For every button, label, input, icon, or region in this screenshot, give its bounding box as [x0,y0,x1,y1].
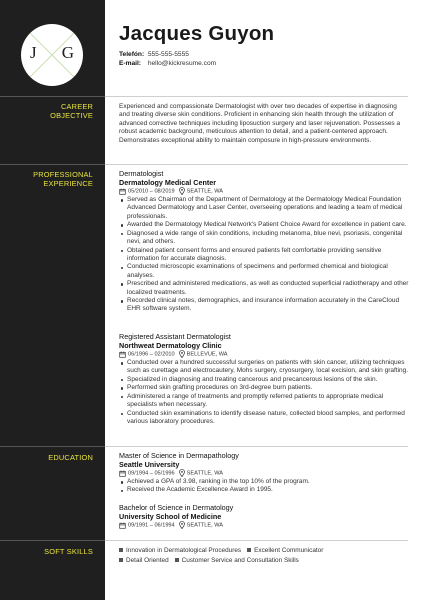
job-title: Dermatologist [119,169,164,178]
degree: Master of Science in Dermapathology [119,451,239,460]
skill-item [119,546,241,556]
candidate-name: Jacques Guyon [119,22,275,45]
list-item: Obtained patient consent forms and ensured patients felt comfortable providing sensitive information for accurate diagnosis. [119,247,411,264]
list-item: Achieved a GPA of 3.98, ranking in the top 10% of the program. [119,478,411,486]
location-pin-icon [179,469,185,477]
list-item: Served as Chairman of the Department of Dermatology at the Dermatology Medical Foundation Advanced Dermatology and Laser Center, overseeing operations and leading a team of medical professionals. [119,196,411,221]
list-item: Received the Academic Excellence Award in 1995. [119,486,411,494]
email-label: E-mail: [119,60,141,67]
skills-list [119,546,409,566]
job-dates: 06/1996 – 02/2010 [128,351,175,358]
calendar-icon [119,470,126,477]
job-bullets [119,196,411,314]
education-bullets [119,478,411,495]
skill-label: Innovation in Dermatological Procedures [126,547,242,554]
section-divider [0,540,408,541]
calendar-icon [119,351,126,358]
job-location: SEATTLE, WA [186,188,224,195]
email-value[interactable]: hello@kickresume.com [147,60,217,67]
list-item: Specialized in diagnosing and treating cancerous and precancerous lesions of the skin. [119,376,411,384]
square-bullet-icon [119,558,123,562]
section-title-professional-experience: PROFESSIONAL EXPERIENCE [33,170,93,188]
school: Seattle University [119,459,180,469]
square-bullet-icon [175,558,179,562]
job-dates: 05/2010 – 08/2019 [128,188,175,195]
skill-item [119,556,169,566]
section-divider [0,446,408,447]
section-divider [0,96,408,97]
education-entry [119,452,411,495]
location-pin-icon [179,350,185,358]
location-pin-icon [179,521,185,529]
job-meta [119,187,411,196]
square-bullet-icon [119,548,123,552]
list-item: Recorded clinical notes, demographics, and insurance information accurately in the CareCloud EHR software system. [119,297,411,314]
skill-item [175,556,299,566]
list-item: Diagnosed a wide range of skin conditions, including melanoma, blue nevi, psoriasis, congenital nevi, and others. [119,230,411,247]
skill-label: Excellent Communicator [254,547,324,554]
email-line [119,60,216,67]
job-organization: Northweat Dermatology Clinic [119,340,222,350]
monogram-letter-first: J [30,43,37,62]
skill-label: Detail Oriented [126,557,169,564]
phone-value: 555-555-5555 [147,51,189,58]
list-item: Performed skin grafting procedures on 3rd-degree burn patients. [119,384,411,392]
list-item: Awarded the Dermatology Medical Network's Patient Choice Award for excellence in patient care. [119,221,411,229]
phone-label: Telefón: [119,51,145,58]
job-location: BELLEVUE, WA [186,351,228,358]
list-item: Administered a range of treatments and promptly referred patients to appropriate medical specialists when necessary. [119,393,411,410]
job-meta [119,350,411,359]
career-summary: Experienced and compassionate Dermatologist with over two decades of expertise in diagnosing and treating diverse skin conditions. Proficient in enhancing skin health through the utilization of advanced corrective techniques including liposuction surgery and laser rejuvenation. Possesses a robust academic background, meticulous attention to detail, and a patient-centered approach. Demonstrates exceptional ability to maintain composure in high-pressure environments. [119,103,401,144]
list-item: Conducted microscopic examinations of specimens and performed chemical and biological analyses. [119,263,411,280]
calendar-icon [119,522,126,529]
education-dates: 09/1994 – 05/1996 [128,470,175,477]
job-organization: Dermatology Medical Center [119,177,217,187]
list-item: Prescribed and administered medications, as well as conducted superficial radiotherapy and other localized treatments. [119,280,411,297]
list-item: Conducted skin examinations to identify disease nature, collected blood samples, and performed various laboratory procedures. [119,410,411,427]
list-item: Conducted over a hundred successful surgeries on patients with skin cancer, utilizing techniques such as curettage and electrocautery, Mohs surgery, cryosurgery, local excision, and skin grafting. [119,359,411,376]
education-meta [119,521,411,530]
education-meta [119,469,411,478]
section-title-soft-skills: SOFT SKILLS [44,547,93,556]
education-location: SEATTLE, WA [186,522,224,529]
education-entry [119,504,411,530]
school: University School of Medicine [119,511,222,521]
sidebar [0,0,105,600]
degree: Bachelor of Science in Dermatology [119,503,234,512]
skill-label: Customer Service and Consultation Skills [181,557,299,564]
job-entry [119,170,411,314]
job-bullets [119,359,411,426]
education-location: SEATTLE, WA [186,470,224,477]
square-bullet-icon [247,548,251,552]
monogram-logo [21,24,83,86]
calendar-icon [119,188,126,195]
location-pin-icon [179,187,185,195]
section-title-career-objective: CAREER OBJECTIVE [50,102,93,120]
job-title: Registered Assistant Dermatologist [119,332,231,341]
education-dates: 09/1991 – 06/1994 [128,522,175,529]
section-title-education: EDUCATION [48,453,93,462]
section-divider [0,164,408,165]
phone-line [119,51,189,58]
skill-item [247,546,323,556]
monogram-letter-last: G [61,43,74,62]
job-entry [119,333,411,426]
